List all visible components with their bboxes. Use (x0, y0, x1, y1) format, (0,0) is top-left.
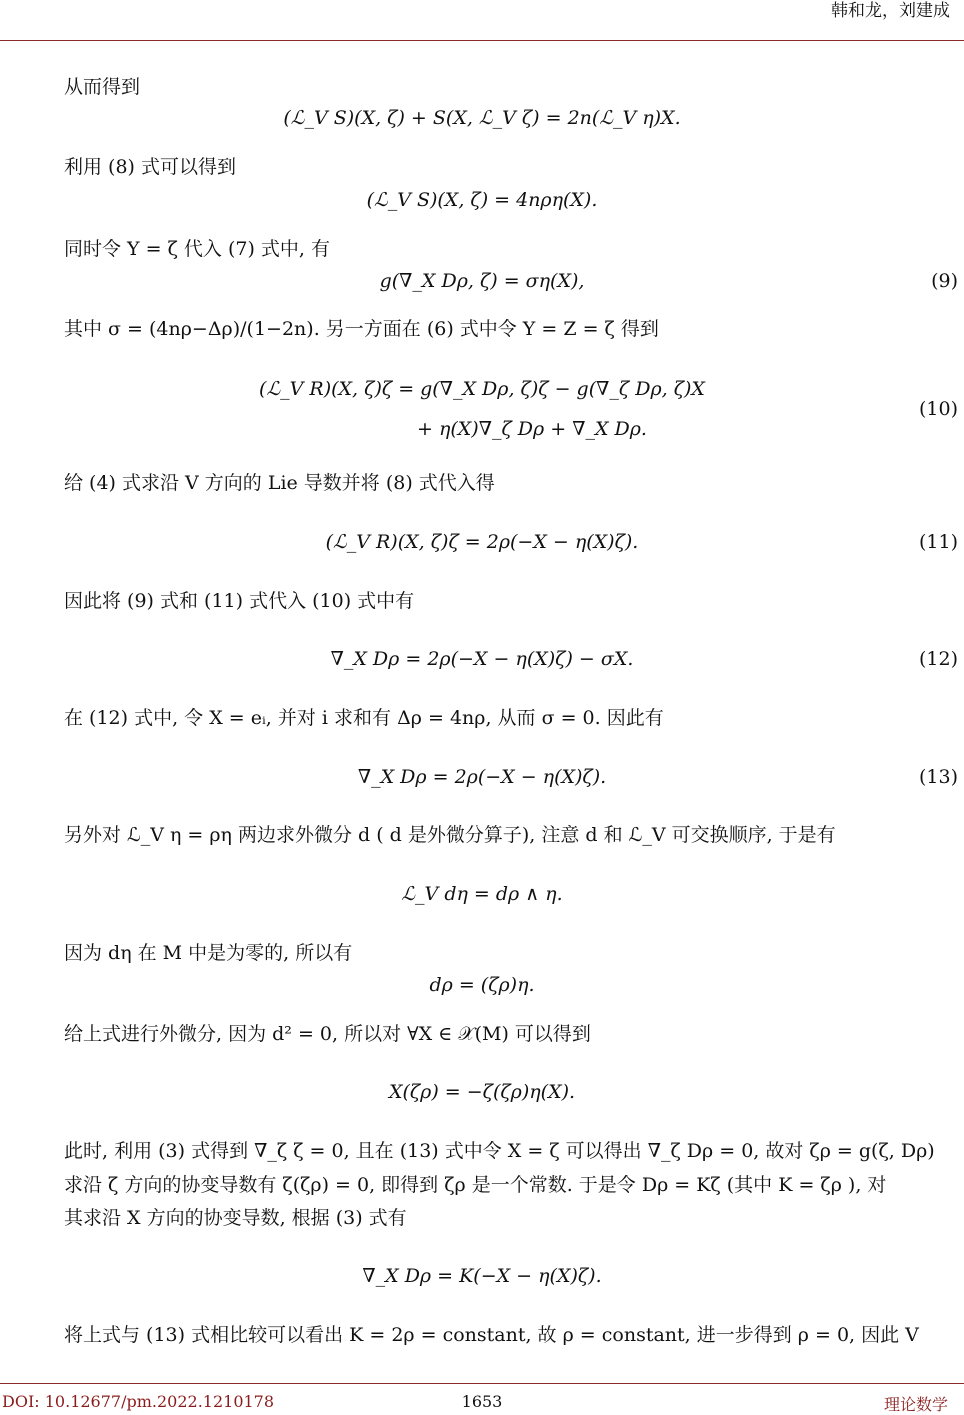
paragraph: 因为 dη 在 M 中是为零的, 所以有 (64, 942, 353, 964)
equation-9: g(∇_X Dρ, ζ) = ση(X), (379, 270, 585, 292)
footer-rule (0, 1383, 964, 1384)
equation-number-11: (11) (918, 531, 958, 553)
equation-number-13: (13) (918, 766, 958, 788)
paragraph-line: 求沿 ζ 方向的协变导数有 ζ(ζρ) = 0, 即得到 ζρ 是一个常数. 于是令 Dρ = Kζ (其中 K = ζρ ), 对 (64, 1174, 887, 1196)
equation: (ℒ_V S)(X, ζ) + S(X, ℒ_V ζ) = 2n(ℒ_V η)X. (283, 107, 681, 129)
footer-journal-name[interactable]: 理论数学 (883, 1395, 948, 1414)
paragraph-line: 其求沿 X 方向的协变导数, 根据 (3) 式有 (64, 1207, 407, 1229)
equation-number-12: (12) (918, 648, 958, 670)
paragraph: 另外对 ℒ_V η = ρη 两边求外微分 d ( d 是外微分算子), 注意 d 和 ℒ_V 可交换顺序, 于是有 (64, 824, 836, 846)
paragraph: 给 (4) 式求沿 V 方向的 Lie 导数并将 (8) 式代入得 (64, 472, 495, 494)
paragraph-line: 此时, 利用 (3) 式得到 ∇_ζ ζ = 0, 且在 (13) 式中令 X = ζ 可以得出 ∇_ζ Dρ = 0, 故对 ζρ = g(ζ, Dρ) (64, 1140, 935, 1162)
equation-10-line-1: (ℒ_V R)(X, ζ)ζ = g(∇_X Dρ, ζ)ζ − g(∇_ζ Dρ, ζ)X (259, 378, 705, 400)
paragraph: 从而得到 (64, 76, 141, 98)
equation-number-9: (9) (931, 270, 958, 292)
paragraph: 利用 (8) 式可以得到 (64, 156, 236, 178)
paragraph: 在 (12) 式中, 令 X = eᵢ, 并对 i 求和有 Δρ = 4nρ, 从而 σ = 0. 因此有 (64, 707, 664, 729)
running-header-authors: 韩和龙，刘建成 (831, 1, 950, 21)
paragraph: 将上式与 (13) 式相比较可以看出 K = 2ρ = constant, 故 ρ = constant, 进一步得到 ρ = 0, 因此 V (64, 1324, 919, 1346)
equation: (ℒ_V S)(X, ζ) = 4nρη(X). (366, 189, 598, 211)
paragraph: 因此将 (9) 式和 (11) 式代入 (10) 式中有 (64, 590, 415, 612)
equation-13: ∇_X Dρ = 2ρ(−X − η(X)ζ). (357, 766, 607, 788)
paragraph: 给上式进行外微分, 因为 d² = 0, 所以对 ∀X ∈ 𝒳(M) 可以得到 (64, 1023, 591, 1045)
equation-12: ∇_X Dρ = 2ρ(−X − η(X)ζ) − σX. (330, 648, 634, 670)
equation: X(ζρ) = −ζ(ζρ)η(X). (388, 1081, 576, 1103)
equation-11: (ℒ_V R)(X, ζ)ζ = 2ρ(−X − η(X)ζ). (325, 531, 639, 553)
equation: ∇_X Dρ = K(−X − η(X)ζ). (362, 1265, 602, 1287)
paragraph: 其中 σ = (4nρ−Δρ)/(1−2n). 另一方面在 (6) 式中令 Y = Z = ζ 得到 (64, 318, 659, 340)
equation: ℒ_V dη = dρ ∧ η. (401, 883, 563, 905)
footer-doi-link[interactable]: DOI: 10.12677/pm.2022.1210178 (2, 1392, 275, 1411)
equation-10-line-2: + η(X)∇_ζ Dρ + ∇_X Dρ. (417, 418, 647, 440)
paragraph: 同时令 Y = ζ 代入 (7) 式中, 有 (64, 238, 330, 260)
equation-number-10: (10) (918, 398, 958, 420)
header-rule (0, 40, 964, 41)
equation: dρ = (ζρ)η. (429, 974, 535, 996)
page-number: 1653 (461, 1392, 503, 1411)
